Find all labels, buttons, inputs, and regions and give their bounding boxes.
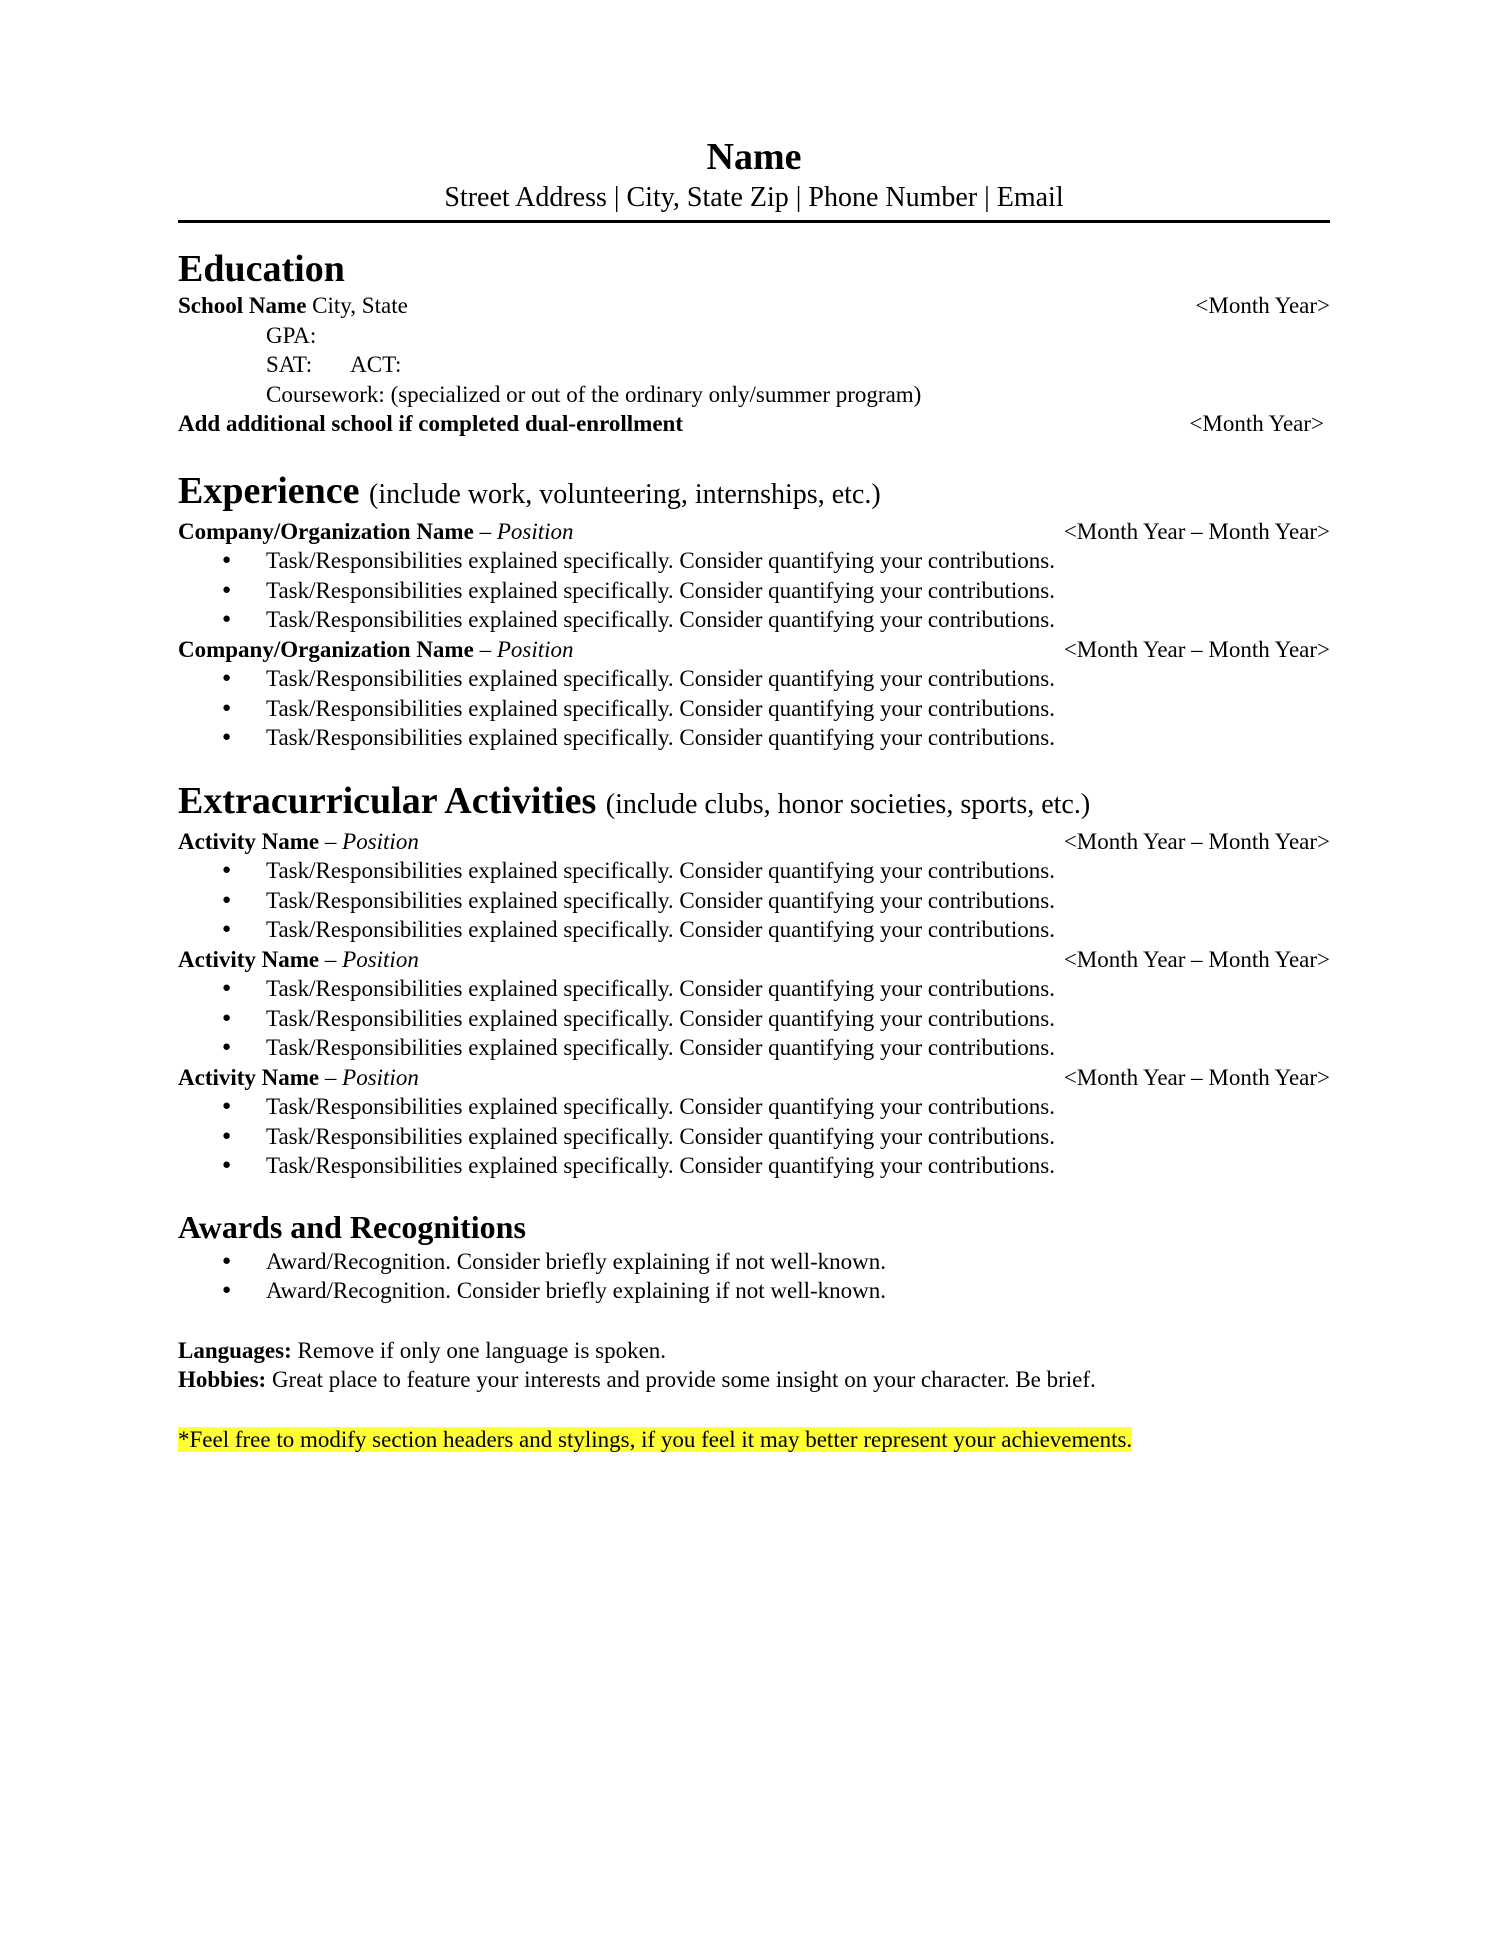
- awards-bullets: [178, 1247, 1330, 1306]
- additional-school: Add additional school if completed dual-enrollment: [178, 411, 683, 436]
- activity-bullets: [178, 974, 1330, 1063]
- school-date: <Month Year>: [1195, 293, 1330, 318]
- activity-bullets: [178, 856, 1330, 945]
- list-item: ● Task/Responsibilities explained specifically. Consider quantifying your contributions.: [178, 1122, 1330, 1152]
- extracurricular-note: (include clubs, honor societies, sports, etc.): [605, 788, 1091, 820]
- sat-label: SAT:: [266, 352, 313, 377]
- languages-label: Languages:: [178, 1337, 292, 1363]
- experience-entry-header: [178, 635, 1330, 665]
- list-item: ● Award/Recognition. Consider briefly explaining if not well-known.: [178, 1247, 1330, 1277]
- list-item: ● Task/Responsibilities explained specifically. Consider quantifying your contributions.: [178, 1033, 1330, 1063]
- activity-entry-header: [178, 827, 1330, 857]
- education-school-row: [178, 291, 1330, 321]
- activity-bullets: [178, 1092, 1330, 1181]
- experience-entry-header: [178, 517, 1330, 547]
- separator: –: [319, 1064, 343, 1090]
- separator: –: [319, 946, 343, 972]
- styling-note: *Feel free to modify section headers and stylings, if you feel it may better represent your achievements.: [178, 1426, 1133, 1452]
- hobbies-text: Great place to feature your interests and provide some insight on your character. Be brief.: [266, 1367, 1096, 1392]
- additional-school-date: <Month Year>: [1189, 411, 1324, 436]
- separator: –: [473, 636, 497, 662]
- separator: –: [319, 828, 343, 854]
- position-title: Position: [342, 1064, 419, 1090]
- list-item: ● Task/Responsibilities explained specifically. Consider quantifying your contributions.: [178, 605, 1330, 635]
- education-heading: Education: [178, 248, 345, 290]
- extracurricular-title: Extracurricular Activities: [178, 779, 597, 822]
- position-title: Position: [342, 828, 419, 854]
- list-item: ● Task/Responsibilities explained specifically. Consider quantifying your contributions.: [178, 915, 1330, 945]
- list-item: ● Task/Responsibilities explained specifically. Consider quantifying your contributions.: [178, 576, 1330, 606]
- experience-bullets: [178, 664, 1330, 753]
- list-item: ● Task/Responsibilities explained specifically. Consider quantifying your contributions.: [178, 856, 1330, 886]
- extracurricular-heading: [178, 779, 1330, 827]
- school-location: City, State: [306, 293, 408, 318]
- organization-name: Company/Organization Name: [178, 518, 474, 544]
- list-item: ● Task/Responsibilities explained specifically. Consider quantifying your contributions.: [178, 974, 1330, 1004]
- activity-entry-header: [178, 945, 1330, 975]
- entry-date: <Month Year – Month Year>: [1063, 518, 1330, 544]
- entry-date: <Month Year – Month Year>: [1063, 1064, 1330, 1090]
- gpa-line: GPA:: [266, 322, 317, 348]
- list-item: ● Task/Responsibilities explained specifically. Consider quantifying your contributions.: [178, 1004, 1330, 1034]
- entry-date: <Month Year – Month Year>: [1063, 946, 1330, 972]
- hobbies-line: [178, 1365, 1330, 1395]
- test-scores-line: [178, 350, 1330, 380]
- activity-entry-header: [178, 1063, 1330, 1093]
- list-item: ● Task/Responsibilities explained specifically. Consider quantifying your contributions.: [178, 1151, 1330, 1181]
- activity-name: Activity Name: [178, 1064, 320, 1090]
- experience-note: (include work, volunteering, internships, etc.): [369, 478, 881, 510]
- resume-name: Name: [706, 136, 802, 178]
- list-item: ● Task/Responsibilities explained specifically. Consider quantifying your contributions.: [178, 546, 1330, 576]
- hobbies-label: Hobbies:: [178, 1367, 267, 1392]
- school-name: School Name: [178, 293, 307, 318]
- list-item: ● Task/Responsibilities explained specifically. Consider quantifying your contributions.: [178, 1092, 1330, 1122]
- position-title: Position: [496, 636, 574, 662]
- entry-date: <Month Year – Month Year>: [1063, 828, 1330, 854]
- languages-line: [178, 1336, 1330, 1366]
- list-item: ● Award/Recognition. Consider briefly explaining if not well-known.: [178, 1276, 1330, 1306]
- entry-date: <Month Year – Month Year>: [1063, 636, 1330, 662]
- list-item: ● Task/Responsibilities explained specifically. Consider quantifying your contributions.: [178, 694, 1330, 724]
- styling-note-line: [178, 1425, 1330, 1455]
- awards-heading: Awards and Recognitions: [178, 1208, 526, 1245]
- activity-name: Activity Name: [178, 828, 320, 854]
- position-title: Position: [496, 518, 574, 544]
- list-item: ● Task/Responsibilities explained specifically. Consider quantifying your contributions.: [178, 886, 1330, 916]
- additional-school-row: [178, 409, 1330, 439]
- separator: –: [473, 518, 497, 544]
- resume-content: [178, 135, 1330, 1454]
- experience-title: Experience: [178, 469, 360, 512]
- list-item: ● Task/Responsibilities explained specifically. Consider quantifying your contributions.: [178, 723, 1330, 753]
- languages-text: Remove if only one language is spoken.: [291, 1337, 667, 1363]
- contact-line: Street Address | City, State Zip | Phone Number | Email: [444, 182, 1064, 213]
- organization-name: Company/Organization Name: [178, 636, 474, 662]
- act-label: ACT:: [350, 352, 402, 377]
- activity-name: Activity Name: [178, 946, 320, 972]
- coursework-line: Coursework: (specialized or out of the ordinary only/summer program): [266, 381, 922, 407]
- experience-bullets: [178, 546, 1330, 635]
- experience-heading: [178, 469, 1330, 517]
- list-item: ● Task/Responsibilities explained specifically. Consider quantifying your contributions.: [178, 664, 1330, 694]
- position-title: Position: [342, 946, 419, 972]
